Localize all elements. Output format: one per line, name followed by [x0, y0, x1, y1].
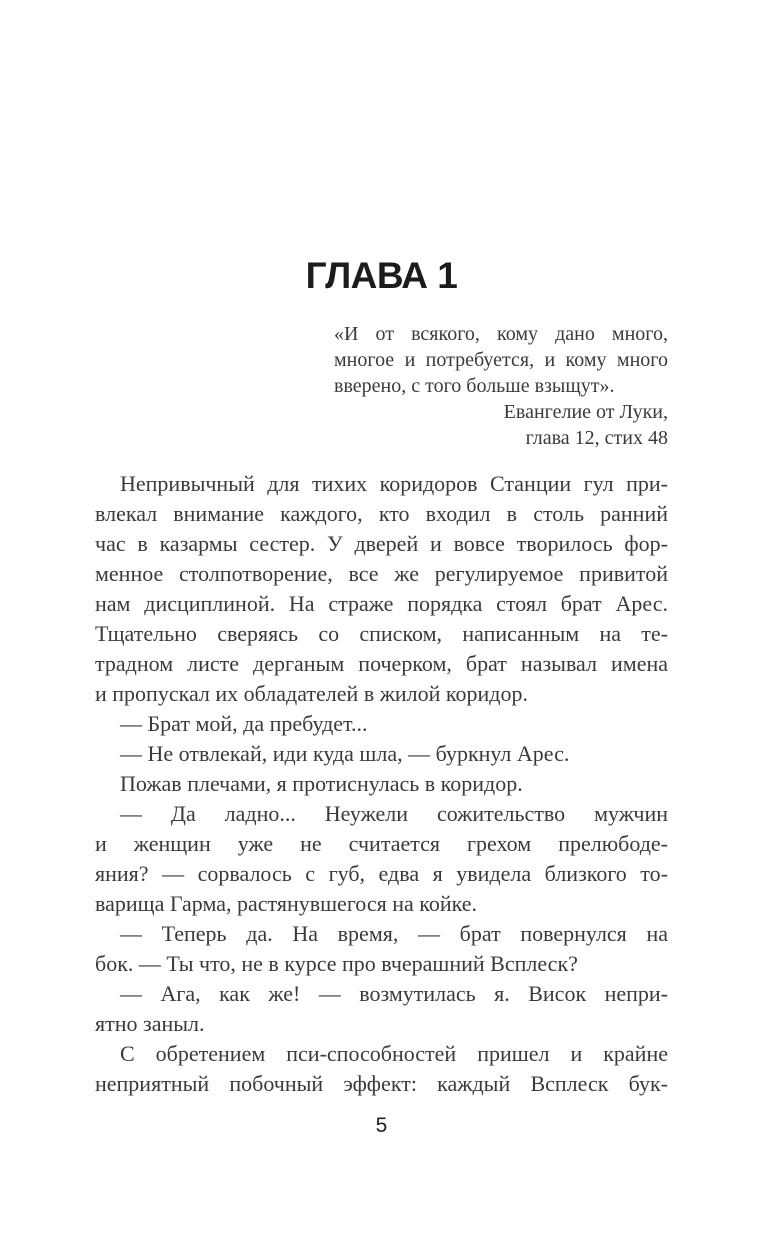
text-line: — Брат мой, да пребудет...	[120, 711, 368, 736]
text-line: Пожав плечами, я протиснулась в коридор.	[120, 771, 523, 796]
text-line: — Ага, как же! — возмутилась я. Висок непри-	[120, 981, 668, 1006]
text-line: яния? — сорвалось с губ, едва я увидела близкого то-	[95, 861, 668, 886]
text-line: варища Гарма, растянувшегося на койке.	[95, 891, 478, 916]
paragraph	[95, 799, 668, 919]
epigraph-quote-line: вверено, с того больше взыщут».	[334, 375, 615, 397]
paragraph	[95, 979, 668, 1039]
text-line: — Теперь да. На время, — брат повернулся на	[120, 921, 668, 946]
text-line: влекал внимание каждого, кто входил в столь ранний	[95, 501, 668, 526]
body-text	[95, 469, 668, 1099]
epigraph-attribution-line: глава 12, стих 48	[525, 427, 668, 449]
text-line: — Да ладно... Неужели сожительство мужчин	[120, 801, 668, 826]
epigraph-attribution-line: Евангелие от Луки,	[503, 401, 668, 423]
text-line: Непривычный для тихих коридоров Станции гул при-	[120, 471, 668, 496]
paragraph	[95, 769, 668, 799]
text-line: С обретением пси-способностей пришел и крайне	[120, 1041, 668, 1066]
page-number: 5	[375, 1114, 388, 1137]
text-line: бок. — Ты что, не в курсе про вчерашний Всплеск?	[95, 951, 578, 976]
epigraph	[334, 321, 668, 451]
text-line: менное столпотворение, все же регулируемое привитой	[95, 561, 668, 586]
text-line: час в казармы сестер. У дверей и вовсе творилось фор-	[95, 531, 668, 556]
paragraph	[95, 469, 668, 709]
chapter-heading: ГЛАВА 1	[305, 255, 458, 296]
text-line: и пропускал их обладателей в жилой коридор.	[95, 681, 528, 706]
text-line: нам дисциплиной. На страже порядка стоял брат Арес.	[95, 591, 668, 616]
paragraph	[95, 919, 668, 979]
epigraph-quote-line: «И от всякого, кому дано много,	[334, 323, 668, 345]
text-line: и женщин уже не считается грехом прелюбоде-	[95, 831, 668, 856]
text-line: традном листе дерганым почерком, брат называл имена	[95, 651, 668, 676]
text-line: — Не отвлекай, иди куда шла, — буркнул Арес.	[120, 741, 570, 766]
text-line: Тщательно сверяясь со списком, написанным на те-	[95, 621, 668, 646]
paragraph	[95, 1039, 668, 1099]
text-line: неприятный побочный эффект: каждый Всплеск бук-	[95, 1071, 668, 1096]
text-line: ятно заныл.	[95, 1011, 205, 1036]
paragraph	[95, 709, 668, 739]
epigraph-quote-line: многое и потребуется, и кому много	[334, 349, 668, 371]
paragraph	[95, 739, 668, 769]
